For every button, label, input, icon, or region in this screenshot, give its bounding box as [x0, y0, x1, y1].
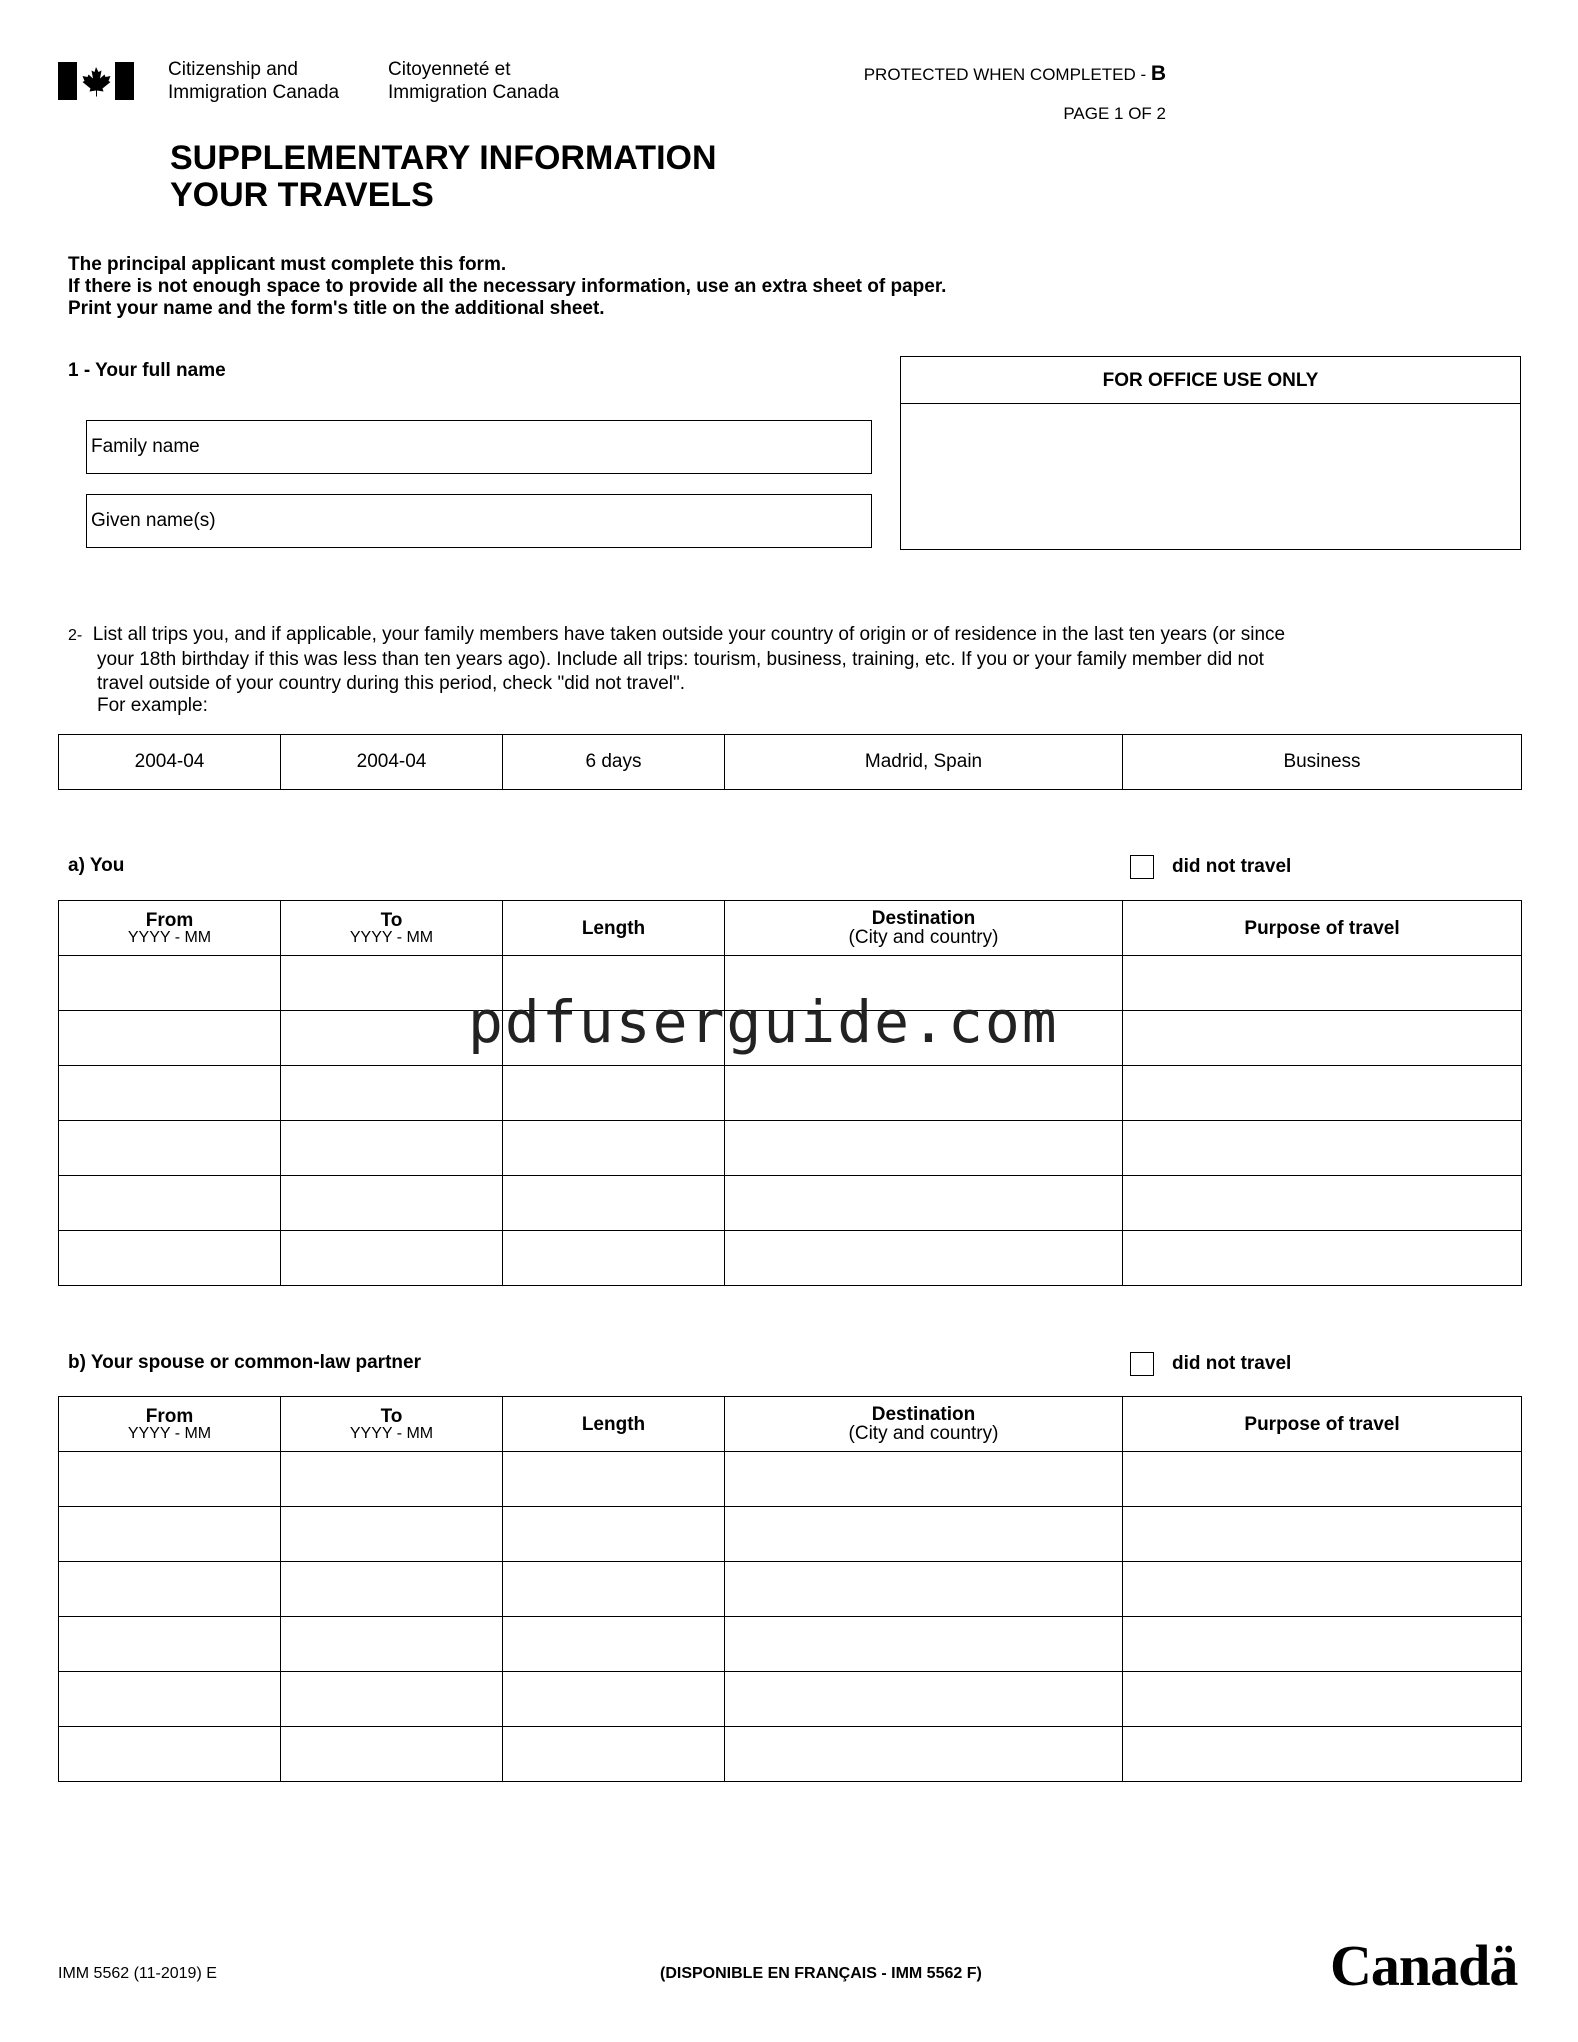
cell-length[interactable] — [503, 1617, 725, 1672]
example-to: 2004-04 — [281, 735, 503, 790]
cell-from[interactable] — [59, 1231, 281, 1286]
col-purpose: Purpose of travel — [1123, 1397, 1522, 1452]
cell-from[interactable] — [59, 1176, 281, 1231]
cell-to[interactable] — [281, 1452, 503, 1507]
cell-to[interactable] — [281, 1727, 503, 1782]
col-length: Length — [503, 1397, 725, 1452]
page-number: PAGE 1 OF 2 — [1063, 104, 1166, 123]
col-to-label: To — [380, 909, 403, 931]
french-availability-note: (DISPONIBLE EN FRANÇAIS - IMM 5562 F) — [660, 1965, 982, 1982]
col-to — [281, 1397, 503, 1452]
col-to-format: YYYY - MM — [349, 928, 434, 946]
table-row — [59, 1672, 1522, 1727]
dept-en-line1: Citizenship and — [168, 59, 298, 80]
department-name-english — [168, 58, 339, 104]
col-destination-sub: (City and country) — [848, 1422, 999, 1444]
travel-table-you — [58, 900, 1522, 1286]
did-not-travel-label-b: did not travel — [1172, 1353, 1292, 1374]
cell-from[interactable] — [59, 1507, 281, 1562]
table-row — [59, 1066, 1522, 1121]
cell-from[interactable] — [59, 1066, 281, 1121]
cell-destination[interactable] — [725, 1121, 1123, 1176]
cell-length[interactable] — [503, 1066, 725, 1121]
table-row — [59, 1727, 1522, 1782]
family-name-label: Family name — [91, 436, 200, 457]
dept-en-line2: Immigration Canada — [168, 82, 340, 103]
table-header-row — [59, 901, 1522, 956]
section2-line2: your 18th birthday if this was less than ten years ago). Include all trips: tourism, business, training, etc. If you or your family member did not — [97, 649, 1264, 670]
cell-length[interactable] — [503, 1121, 725, 1176]
cell-purpose[interactable] — [1123, 1066, 1522, 1121]
cell-to[interactable] — [281, 1121, 503, 1176]
cell-destination[interactable] — [725, 1452, 1123, 1507]
instructions — [68, 254, 946, 320]
instruction-line1: The principal applicant must complete this form. — [68, 254, 507, 275]
col-from-format: YYYY - MM — [127, 928, 212, 946]
col-to-format: YYYY - MM — [349, 1424, 434, 1442]
table-row — [59, 1176, 1522, 1231]
cell-purpose[interactable] — [1123, 1452, 1522, 1507]
cell-from[interactable] — [59, 1562, 281, 1617]
col-destination-sub: (City and country) — [848, 926, 999, 948]
example-destination: Madrid, Spain — [725, 735, 1123, 790]
col-from — [59, 901, 281, 956]
given-names-label: Given name(s) — [91, 510, 216, 531]
table-row — [59, 1231, 1522, 1286]
example-row — [59, 735, 1522, 790]
protected-level: B — [1150, 62, 1166, 85]
cell-purpose[interactable] — [1123, 1617, 1522, 1672]
cell-to[interactable] — [281, 1231, 503, 1286]
department-name-french — [388, 58, 559, 104]
section2-number: 2- — [68, 627, 83, 644]
table-row — [59, 1121, 1522, 1176]
col-to — [281, 901, 503, 956]
col-length: Length — [503, 901, 725, 956]
table-row — [59, 1562, 1522, 1617]
col-from-label: From — [145, 1405, 194, 1427]
protected-notice — [864, 62, 1166, 86]
cell-from[interactable] — [59, 1672, 281, 1727]
example-table — [58, 734, 1522, 790]
example-from: 2004-04 — [59, 735, 281, 790]
instruction-line2: If there is not enough space to provide all the necessary information, use an extra sheet of paper. — [68, 276, 947, 297]
cell-length[interactable] — [503, 1507, 725, 1562]
cell-destination[interactable] — [725, 1617, 1123, 1672]
cell-destination[interactable] — [725, 1176, 1123, 1231]
cell-purpose[interactable] — [1123, 1176, 1522, 1231]
col-destination-label: Destination — [871, 1403, 976, 1425]
canada-flag-icon — [58, 62, 134, 100]
dept-fr-line2: Immigration Canada — [388, 82, 560, 103]
section-a-title: a) You — [68, 855, 125, 876]
cell-from[interactable] — [59, 1727, 281, 1782]
example-purpose: Business — [1123, 735, 1522, 790]
col-to-label: To — [380, 1405, 403, 1427]
cell-purpose[interactable] — [1123, 1121, 1522, 1176]
cell-destination[interactable] — [725, 1231, 1123, 1286]
family-name-field[interactable] — [86, 420, 872, 474]
col-from-label: From — [145, 909, 194, 931]
cell-length[interactable] — [503, 1562, 725, 1617]
cell-to[interactable] — [281, 1066, 503, 1121]
cell-purpose[interactable] — [1123, 956, 1522, 1011]
cell-to[interactable] — [281, 1672, 503, 1727]
section2-line1: List all trips you, and if applicable, your family members have taken outside your country of origin or of residence in the last ten years (or since — [92, 624, 1286, 645]
section1-title: 1 - Your full name — [68, 360, 226, 381]
cell-from[interactable] — [59, 1617, 281, 1672]
cell-destination[interactable] — [725, 1066, 1123, 1121]
office-use-title: FOR OFFICE USE ONLY — [901, 357, 1520, 404]
cell-length[interactable] — [503, 1176, 725, 1231]
did-not-travel-checkbox-a[interactable] — [1130, 855, 1154, 879]
col-from-format: YYYY - MM — [127, 1424, 212, 1442]
protected-label: PROTECTED WHEN COMPLETED - — [863, 65, 1151, 84]
col-destination — [725, 901, 1123, 956]
cell-purpose[interactable] — [1123, 1727, 1522, 1782]
office-use-box — [900, 356, 1521, 550]
form-title-line2: YOUR TRAVELS — [170, 176, 434, 214]
table-row — [59, 1617, 1522, 1672]
instruction-line3: Print your name and the form's title on the additional sheet. — [68, 298, 605, 319]
cell-to[interactable] — [281, 1562, 503, 1617]
form-title — [170, 140, 717, 214]
canada-wordmark: Canadä — [1330, 1933, 1518, 1998]
col-from — [59, 1397, 281, 1452]
form-identifier: IMM 5562 (11-2019) E — [58, 1965, 217, 1982]
cell-to[interactable] — [281, 1176, 503, 1231]
cell-from[interactable] — [59, 1452, 281, 1507]
watermark: pdfuserguide.com — [468, 988, 1059, 1056]
cell-purpose[interactable] — [1123, 1231, 1522, 1286]
col-destination-label: Destination — [871, 907, 976, 929]
cell-to[interactable] — [281, 1617, 503, 1672]
table-row — [59, 1507, 1522, 1562]
col-destination — [725, 1397, 1123, 1452]
table-row — [59, 1452, 1522, 1507]
cell-length[interactable] — [503, 1672, 725, 1727]
example-length: 6 days — [503, 735, 725, 790]
col-purpose: Purpose of travel — [1123, 901, 1522, 956]
section2-instructions — [68, 623, 1508, 716]
cell-purpose[interactable] — [1123, 1507, 1522, 1562]
section2-line3: travel outside of your country during this period, check "did not travel". — [97, 673, 686, 694]
cell-purpose[interactable] — [1123, 1011, 1522, 1066]
travel-table-spouse — [58, 1396, 1522, 1782]
cell-length[interactable] — [503, 1727, 725, 1782]
form-title-line1: SUPPLEMENTARY INFORMATION — [170, 139, 717, 177]
cell-length[interactable] — [503, 1452, 725, 1507]
dept-fr-line1: Citoyenneté et — [388, 59, 511, 80]
section2-line4: For example: — [97, 695, 208, 716]
cell-purpose[interactable] — [1123, 1562, 1522, 1617]
cell-from[interactable] — [59, 1121, 281, 1176]
cell-length[interactable] — [503, 1231, 725, 1286]
cell-destination[interactable] — [725, 1562, 1123, 1617]
cell-destination[interactable] — [725, 1672, 1123, 1727]
did-not-travel-label-a: did not travel — [1172, 856, 1292, 877]
cell-purpose[interactable] — [1123, 1672, 1522, 1727]
cell-from[interactable] — [59, 956, 281, 1011]
given-names-field[interactable] — [86, 494, 872, 548]
cell-to[interactable] — [281, 1507, 503, 1562]
cell-destination[interactable] — [725, 1727, 1123, 1782]
section-b-title: b) Your spouse or common-law partner — [68, 1352, 421, 1373]
cell-destination[interactable] — [725, 1507, 1123, 1562]
did-not-travel-checkbox-b[interactable] — [1130, 1352, 1154, 1376]
cell-from[interactable] — [59, 1011, 281, 1066]
table-header-row — [59, 1397, 1522, 1452]
